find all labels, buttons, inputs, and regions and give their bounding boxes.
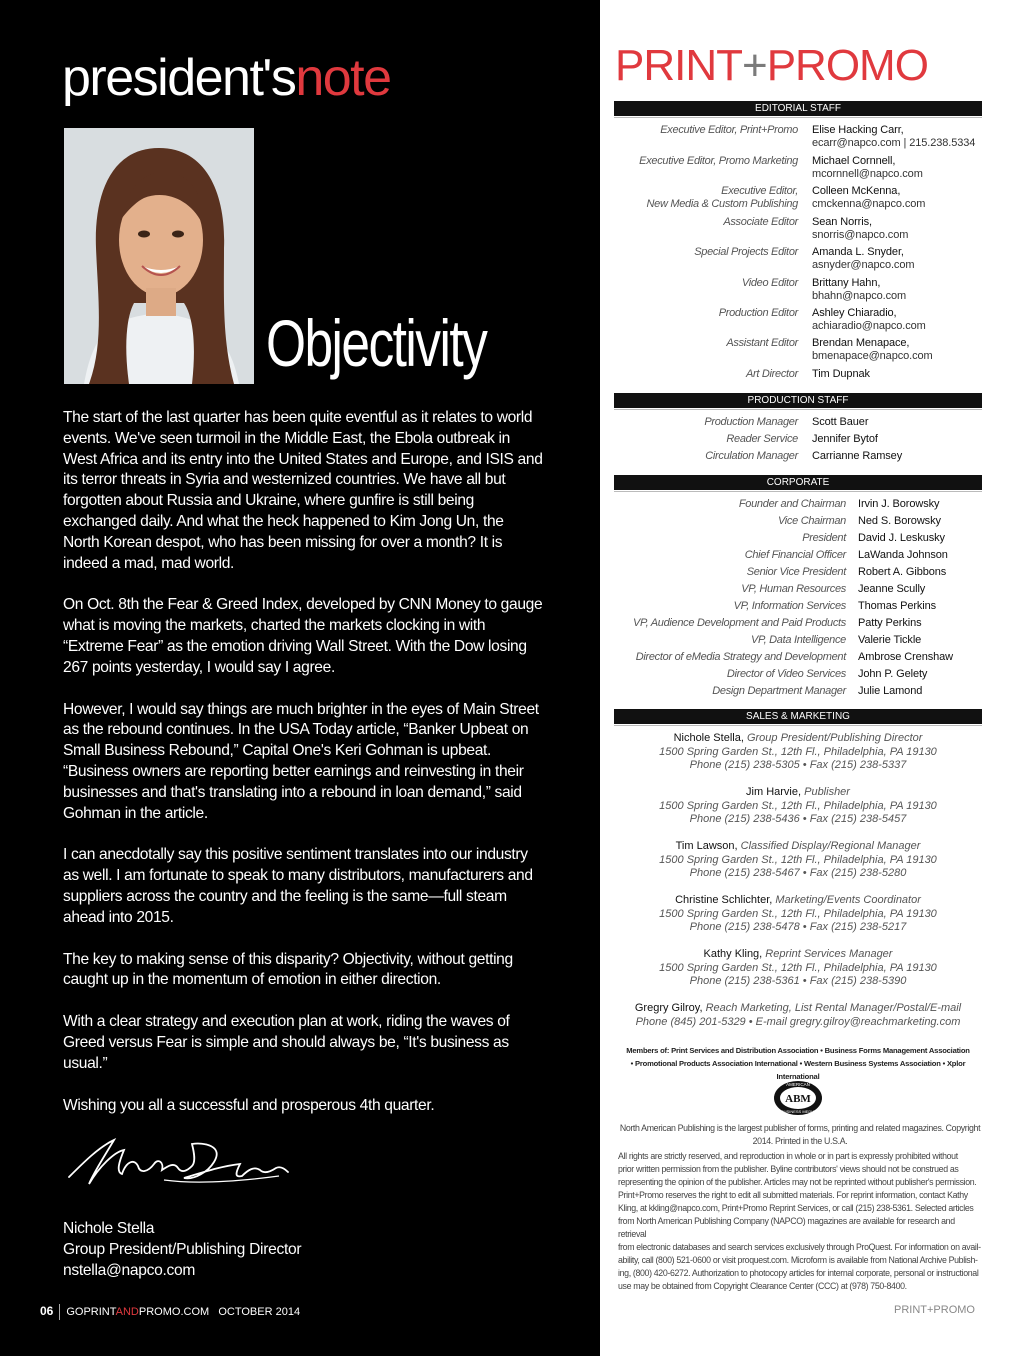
staff-name: Colleen McKenna, — [812, 185, 901, 197]
contact-phone: Phone (215) 238-5467 • Fax (215) 238-5280 — [689, 867, 907, 879]
sales-contact — [614, 1002, 982, 1029]
section-rule — [614, 725, 982, 726]
staff-role: Senior Vice President — [746, 566, 846, 578]
contact-title: Group President/Publishing Director — [746, 732, 923, 744]
contact-name: Gregry Gilroy, — [634, 1002, 703, 1014]
section-rule — [614, 409, 982, 410]
contact-address: 1500 Spring Garden St., 12th Fl., Philadelphia, PA 19130 — [659, 961, 937, 974]
sales-contact — [614, 948, 982, 989]
contact-address: 1500 Spring Garden St., 12th Fl., Philadelphia, PA 19130 — [659, 745, 937, 758]
contact-address: 1500 Spring Garden St., 12th Fl., Philadelphia, PA 19130 — [659, 799, 937, 812]
staff-name: Jeanne Scully — [858, 583, 926, 595]
footer-site-c: PROMO.COM — [138, 1306, 210, 1318]
author-photo — [64, 128, 254, 384]
contact-phone: Phone (215) 238-5436 • Fax (215) 238-5457 — [689, 813, 907, 825]
headline: Objectivity — [266, 306, 487, 380]
staff-role: Art Director — [745, 368, 798, 380]
contact-title: Classified Display/Regional Manager — [740, 840, 921, 852]
staff-name: Brendan Menapace, — [812, 337, 910, 349]
legal-line: use may be obtained from Copyright Clearance Center (CCC) at (978) 750-8400. — [618, 1281, 907, 1291]
paragraph: I can anecdotally say this positive sentiment translates into our industry as well. I am fortunate to speak to many distributors, manufacturers and suppliers across the country and the feeling is the same—full steam ahead into 2015. — [63, 846, 533, 926]
signer-title: Group President/Publishing Director — [63, 1241, 302, 1258]
staff-name: Ned S. Borowsky — [858, 515, 941, 527]
staff-role: Special Projects Editor — [694, 246, 798, 258]
section-header-production: PRODUCTION STAFF — [614, 393, 982, 408]
contact-phone: Phone (215) 238-5478 • Fax (215) 238-5217 — [689, 921, 907, 933]
staff-role: Executive Editor, Print+Promo — [660, 124, 798, 136]
section-rule — [614, 491, 982, 492]
legal-line: ability, call (800) 521-0600 or visit proquest.com. Microform is available from National Archive Publish- — [618, 1255, 978, 1265]
staff-name: Patty Perkins — [858, 617, 922, 629]
contact-name: Tim Lawson, — [675, 840, 738, 852]
contact-phone: Phone (215) 238-5361 • Fax (215) 238-5390 — [689, 975, 907, 987]
legal-text — [618, 1150, 982, 1293]
staff-email: achiaradio@napco.com — [812, 320, 926, 332]
staff-role: Video Editor — [741, 277, 798, 289]
footer-date: OCTOBER 2014 — [218, 1306, 301, 1318]
staff-role-line2: New Media & Custom Publishing — [646, 198, 798, 210]
staff-email: mcornnell@napco.com — [812, 168, 923, 180]
footer-divider — [59, 1304, 60, 1320]
staff-email: bmenapace@napco.com — [812, 350, 933, 362]
staff-name: Irvin J. Borowsky — [858, 498, 940, 510]
staff-email: snorris@napco.com — [812, 229, 909, 241]
contact-address: 1500 Spring Garden St., 12th Fl., Philadelphia, PA 19130 — [659, 907, 937, 920]
abm-logo-top: AMERICAN — [786, 1082, 810, 1087]
sales-contact — [614, 732, 982, 773]
section-rule — [614, 117, 982, 118]
masthead-logo — [615, 41, 983, 90]
legal-line: ing, (800) 420-6272. Authorization to photocopy articles for internal corporate, personal or instructional — [618, 1268, 979, 1278]
staff-role: Director of Video Services — [726, 668, 846, 680]
staff-name: David J. Leskusky — [858, 532, 945, 544]
paragraph: Wishing you all a successful and prosperous 4th quarter. — [63, 1096, 435, 1114]
staff-role: VP, Information Services — [733, 600, 846, 612]
paragraph: With a clear strategy and execution plan at work, riding the waves of Greed versus Fear is simple and should always be, “It's business as usual.” — [63, 1013, 510, 1072]
staff-role: Production Manager — [704, 416, 798, 428]
article-body — [63, 408, 543, 1137]
contact-title: Publisher — [804, 786, 850, 798]
staff-name: Valerie Tickle — [858, 634, 922, 646]
logo-plus: + — [742, 41, 767, 90]
staff-role: Executive Editor, Promo Marketing — [639, 155, 798, 167]
signature-block — [63, 1218, 301, 1281]
abm-logo-text: ABM — [785, 1093, 811, 1105]
page-number: 06 — [40, 1304, 54, 1318]
left-footer — [40, 1304, 300, 1320]
staff-name: Carrianne Ramsey — [812, 450, 903, 462]
contact-phone: Phone (215) 238-5305 • Fax (215) 238-5337 — [689, 759, 907, 771]
page-title — [62, 49, 391, 107]
right-footer: PRINT+PROMO — [894, 1304, 975, 1316]
staff-role: Design Department Manager — [712, 685, 846, 697]
contact-title: Reprint Services Manager — [765, 948, 893, 960]
staff-email: bhahn@napco.com — [812, 290, 907, 302]
staff-name: John P. Gelety — [858, 668, 928, 680]
staff-email: cmckenna@napco.com — [812, 198, 926, 210]
contact-name: Christine Schlichter, — [675, 894, 773, 906]
staff-role: VP, Data Intelligence — [750, 634, 846, 646]
staff-role: Founder and Chairman — [738, 498, 846, 510]
staff-name: Ashley Chiaradio, — [812, 307, 897, 319]
portrait-image — [64, 128, 254, 384]
staff-role: Circulation Manager — [705, 450, 798, 462]
staff-name: LaWanda Johnson — [858, 549, 948, 561]
sales-contact — [614, 786, 982, 827]
staff-email: ecarr@napco.com | 215.238.5334 — [812, 137, 976, 149]
abm-logo-icon — [772, 1078, 824, 1118]
legal-line: Print+Promo reserves the right to edit all submitted materials. For reprint information, contact Kathy — [618, 1190, 968, 1200]
members-line: • Promotional Products Association International • Western Business Systems Association • Xplor International — [630, 1059, 966, 1081]
contact-name: Kathy Kling, — [703, 948, 763, 960]
contact-name: Nichole Stella, — [673, 732, 744, 744]
staff-name: Jennifer Bytof — [812, 433, 878, 445]
paragraph: However, I would say things are much brighter in the eyes of Main Street as the rebound continues. In the USA Today article, “Banker Upbeat on Small Business Rebound,” Capital One's Keri Gohman is upbeat. “Business owners are reporting better earnings and reinvesting in their businesses and that's translating into a rebound in loan demand,” said Gohman in the article. — [63, 700, 539, 822]
legal-line: representing the opinion of the publisher. Articles may not be reprinted without publisher's permission. — [618, 1177, 977, 1187]
sales-contact — [614, 894, 982, 935]
staff-name: Brittany Hahn, — [812, 277, 881, 289]
staff-role: VP, Audience Development and Paid Products — [632, 617, 846, 629]
staff-name: Julie Lamond — [858, 685, 923, 697]
signature — [64, 1122, 294, 1202]
staff-role: Director of eMedia Strategy and Development — [635, 651, 846, 663]
staff-name: Elise Hacking Carr, — [812, 124, 904, 136]
staff-role: Reader Service — [726, 433, 798, 445]
logo-print: PRINT — [615, 41, 742, 90]
title-white: president's — [62, 49, 296, 107]
staff-name: Tim Dupnak — [812, 368, 870, 380]
legal-line: Kling, at kkling@napco.com, Print+Promo Reprint Services, or call (215) 238-5361. Selected articles — [618, 1203, 974, 1213]
sales-contact — [614, 840, 982, 881]
staff-role: Vice Chairman — [777, 515, 846, 527]
legal-line: from North American Publishing Company (NAPCO) magazines are available for research and retrieval — [618, 1216, 955, 1239]
staff-name: Sean Norris, — [812, 216, 872, 228]
footer-site-a: GOPRINT — [66, 1306, 116, 1318]
footer-site-b: AND — [115, 1306, 139, 1318]
section-header-editorial: EDITORIAL STAFF — [614, 101, 982, 116]
contact-address: 1500 Spring Garden St., 12th Fl., Philadelphia, PA 19130 — [659, 853, 937, 866]
staff-name: Ambrose Crenshaw — [858, 651, 953, 663]
paragraph: The start of the last quarter has been quite eventful as it relates to world events. We've seen turmoil in the Middle East, the Ebola outbreak in West Africa and its entry into the United States and Europe, and ISIS and its terror threats in Syria and westernized countries. We have all but forgotten about Russia and Ukraine, where gunfire is still being exchanged daily. And what the heck happened to Kim Jong Un, the North Korean despot, who has been missing for over a month? It is indeed a mad, mad world. — [63, 409, 543, 572]
contact-name: Jim Harvie, — [746, 786, 802, 798]
staff-name: Thomas Perkins — [858, 600, 937, 612]
contact-title: Reach Marketing, List Rental Manager/Postal/E-mail — [705, 1002, 962, 1014]
signer-name: Nichole Stella — [63, 1220, 155, 1237]
masthead-panel — [600, 0, 1024, 1356]
staff-email: asnyder@napco.com — [812, 259, 915, 271]
contact-phone: Phone (845) 201-5329 • E-mail gregry.gilroy@reachmarketing.com — [635, 1015, 961, 1028]
staff-role: President — [802, 532, 846, 544]
abm-logo-bottom: BUSINESS MEDIA — [780, 1109, 816, 1114]
staff-name: Amanda L. Snyder, — [812, 246, 904, 258]
staff-name: Robert A. Gibbons — [858, 566, 947, 578]
staff-role: Associate Editor — [723, 216, 798, 228]
staff-role: Executive Editor, — [721, 185, 798, 197]
section-header-sales: SALES & MARKETING — [614, 709, 982, 724]
paragraph: The key to making sense of this disparity? Objectivity, without getting caught up in the momentum of emotion in either direction. — [63, 950, 513, 989]
logo-promo: PROMO — [766, 41, 928, 90]
staff-role: VP, Human Resources — [741, 583, 846, 595]
staff-role: Assistant Editor — [726, 337, 798, 349]
legal-line: All rights are strictly reserved, and reproduction in whole or in part is expressly prohibited without — [618, 1151, 958, 1161]
legal-line: from electronic databases and search services exclusively through ProQuest. For information on avail- — [618, 1242, 981, 1252]
publisher-note: North American Publishing is the largest publisher of forms, printing and related magazines. Copyright 2014. Printed in the U.S.A. — [619, 1123, 981, 1146]
signer-email: nstella@napco.com — [63, 1262, 196, 1279]
section-header-corporate: CORPORATE — [614, 475, 982, 490]
contact-title: Marketing/Events Coordinator — [775, 894, 921, 906]
staff-name: Scott Bauer — [812, 416, 869, 428]
legal-line: prior written permission from the publisher. Byline contributors' views should not be construed as — [618, 1164, 959, 1174]
paragraph: On Oct. 8th the Fear & Greed Index, developed by CNN Money to gauge what is moving the markets, charted the markets clocking in with “Extreme Fear” as the emotion driving Wall Street. With the Dow losing 267 points yesterday, I would say I agree. — [63, 596, 543, 676]
title-red: note — [295, 49, 391, 107]
staff-name: Michael Cornnell, — [812, 155, 896, 167]
staff-role: Production Editor — [718, 307, 798, 319]
staff-role: Chief Financial Officer — [744, 549, 846, 561]
members-line: Members of: Print Services and Distribution Association • Business Forms Management Association — [626, 1046, 970, 1055]
